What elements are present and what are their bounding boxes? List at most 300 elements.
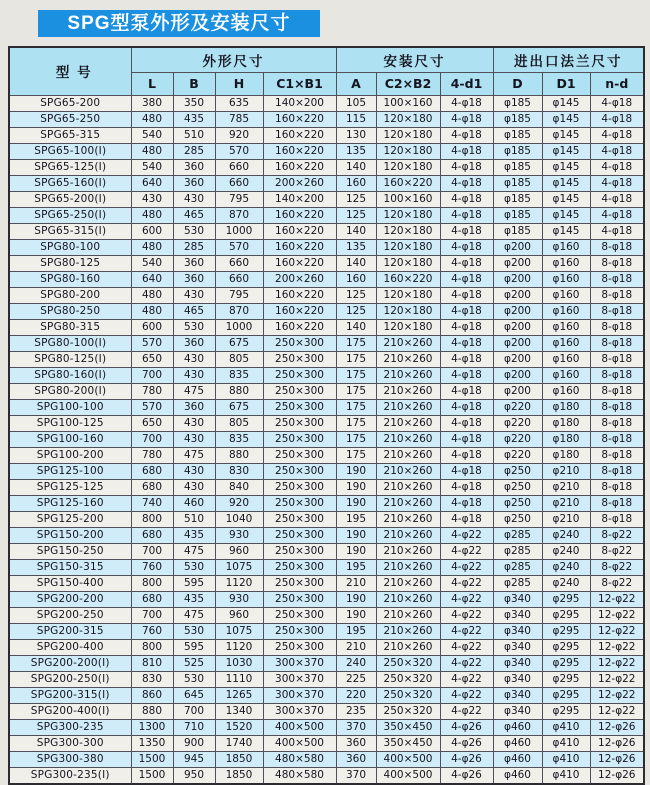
- value-cell: 660: [215, 175, 263, 191]
- value-cell: 1120: [215, 575, 263, 591]
- value-cell: 700: [131, 607, 173, 623]
- table-row: [9, 463, 644, 479]
- model-cell: SPG65-100(I): [9, 143, 131, 159]
- value-cell: 4-φ22: [440, 527, 493, 543]
- value-cell: 160: [336, 175, 376, 191]
- model-cell: SPG125-160: [9, 495, 131, 511]
- value-cell: 4-φ18: [440, 95, 493, 111]
- value-cell: 1850: [215, 751, 263, 767]
- value-cell: 140: [336, 223, 376, 239]
- value-cell: φ185: [493, 95, 542, 111]
- model-cell: SPG200-250(I): [9, 671, 131, 687]
- value-cell: φ160: [542, 319, 590, 335]
- value-cell: 210×260: [376, 447, 440, 463]
- value-cell: 210×260: [376, 335, 440, 351]
- table-row: [9, 447, 644, 463]
- value-cell: 8-φ18: [590, 495, 644, 511]
- model-cell: SPG80-200(I): [9, 383, 131, 399]
- value-cell: 1740: [215, 735, 263, 751]
- value-cell: 210×260: [376, 495, 440, 511]
- header-col-B: B: [173, 72, 215, 95]
- value-cell: 12-φ22: [590, 639, 644, 655]
- value-cell: φ200: [493, 271, 542, 287]
- model-cell: SPG80-315: [9, 319, 131, 335]
- model-cell: SPG80-125: [9, 255, 131, 271]
- value-cell: 1300: [131, 719, 173, 735]
- value-cell: 960: [215, 607, 263, 623]
- value-cell: 12-φ22: [590, 623, 644, 639]
- value-cell: φ295: [542, 591, 590, 607]
- value-cell: 160×220: [263, 207, 336, 223]
- value-cell: 595: [173, 575, 215, 591]
- value-cell: φ250: [493, 511, 542, 527]
- value-cell: 475: [173, 447, 215, 463]
- value-cell: 4-φ18: [440, 223, 493, 239]
- value-cell: 210×260: [376, 399, 440, 415]
- value-cell: 210×260: [376, 527, 440, 543]
- value-cell: φ410: [542, 751, 590, 767]
- header-col-H: H: [215, 72, 263, 95]
- table-row: [9, 271, 644, 287]
- value-cell: 635: [215, 95, 263, 111]
- table-row: [9, 735, 644, 751]
- value-cell: φ210: [542, 495, 590, 511]
- value-cell: 8-φ18: [590, 239, 644, 255]
- value-cell: 250×300: [263, 511, 336, 527]
- value-cell: 675: [215, 335, 263, 351]
- value-cell: 835: [215, 431, 263, 447]
- value-cell: φ145: [542, 223, 590, 239]
- value-cell: 1500: [131, 767, 173, 784]
- value-cell: 175: [336, 447, 376, 463]
- value-cell: 400×500: [263, 719, 336, 735]
- value-cell: 960: [215, 543, 263, 559]
- value-cell: φ180: [542, 399, 590, 415]
- value-cell: 1265: [215, 687, 263, 703]
- value-cell: 4-φ18: [440, 511, 493, 527]
- value-cell: 660: [215, 159, 263, 175]
- value-cell: φ340: [493, 671, 542, 687]
- table-row: [9, 143, 644, 159]
- value-cell: 4-φ18: [440, 399, 493, 415]
- value-cell: 810: [131, 655, 173, 671]
- value-cell: 570: [131, 399, 173, 415]
- value-cell: 945: [173, 751, 215, 767]
- value-cell: 4-φ18: [440, 191, 493, 207]
- value-cell: φ200: [493, 239, 542, 255]
- value-cell: 210×260: [376, 431, 440, 447]
- value-cell: 8-φ22: [590, 543, 644, 559]
- value-cell: 650: [131, 415, 173, 431]
- value-cell: 250×300: [263, 575, 336, 591]
- value-cell: 195: [336, 511, 376, 527]
- value-cell: 195: [336, 559, 376, 575]
- value-cell: φ460: [493, 767, 542, 784]
- value-cell: 540: [131, 159, 173, 175]
- value-cell: 8-φ18: [590, 399, 644, 415]
- value-cell: 250×300: [263, 479, 336, 495]
- value-cell: 160×220: [263, 159, 336, 175]
- value-cell: φ185: [493, 191, 542, 207]
- value-cell: φ200: [493, 319, 542, 335]
- value-cell: 370: [336, 719, 376, 735]
- table-row: [9, 95, 644, 111]
- value-cell: 8-φ18: [590, 367, 644, 383]
- value-cell: 920: [215, 127, 263, 143]
- value-cell: 4-φ26: [440, 751, 493, 767]
- value-cell: φ145: [542, 143, 590, 159]
- value-cell: 160×220: [263, 111, 336, 127]
- value-cell: 4-φ22: [440, 559, 493, 575]
- value-cell: 175: [336, 335, 376, 351]
- value-cell: 210×260: [376, 479, 440, 495]
- model-cell: SPG125-100: [9, 463, 131, 479]
- value-cell: φ145: [542, 95, 590, 111]
- value-cell: 645: [173, 687, 215, 703]
- value-cell: 210×260: [376, 463, 440, 479]
- value-cell: 175: [336, 351, 376, 367]
- value-cell: 135: [336, 239, 376, 255]
- value-cell: 360: [173, 255, 215, 271]
- value-cell: 805: [215, 351, 263, 367]
- value-cell: 380: [131, 95, 173, 111]
- value-cell: 200×260: [263, 175, 336, 191]
- value-cell: 4-φ22: [440, 543, 493, 559]
- value-cell: φ285: [493, 543, 542, 559]
- page-title: SPG型泵外形及安装尺寸: [38, 10, 320, 37]
- value-cell: 675: [215, 399, 263, 415]
- value-cell: φ240: [542, 575, 590, 591]
- value-cell: 190: [336, 527, 376, 543]
- value-cell: 210×260: [376, 639, 440, 655]
- pump-dimensions-table: [8, 46, 645, 785]
- model-cell: SPG150-400: [9, 575, 131, 591]
- value-cell: φ285: [493, 575, 542, 591]
- value-cell: 4-φ18: [440, 111, 493, 127]
- value-cell: 1075: [215, 559, 263, 575]
- value-cell: 250×300: [263, 367, 336, 383]
- value-cell: 220: [336, 687, 376, 703]
- value-cell: 200×260: [263, 271, 336, 287]
- value-cell: 4-φ18: [440, 319, 493, 335]
- value-cell: 800: [131, 639, 173, 655]
- table-row: [9, 255, 644, 271]
- value-cell: 250×300: [263, 399, 336, 415]
- model-cell: SPG150-200: [9, 527, 131, 543]
- value-cell: 225: [336, 671, 376, 687]
- value-cell: 190: [336, 463, 376, 479]
- model-cell: SPG150-250: [9, 543, 131, 559]
- value-cell: φ210: [542, 463, 590, 479]
- value-cell: 4-φ18: [440, 463, 493, 479]
- value-cell: 125: [336, 303, 376, 319]
- value-cell: φ220: [493, 415, 542, 431]
- value-cell: 660: [215, 255, 263, 271]
- value-cell: 430: [173, 415, 215, 431]
- table-row: [9, 687, 644, 703]
- value-cell: φ200: [493, 255, 542, 271]
- value-cell: φ160: [542, 255, 590, 271]
- value-cell: 435: [173, 111, 215, 127]
- value-cell: 930: [215, 591, 263, 607]
- model-cell: SPG80-160(I): [9, 367, 131, 383]
- value-cell: 300×370: [263, 703, 336, 719]
- value-cell: 4-φ18: [440, 207, 493, 223]
- value-cell: 430: [173, 287, 215, 303]
- table-row: [9, 527, 644, 543]
- value-cell: 430: [173, 191, 215, 207]
- value-cell: φ160: [542, 351, 590, 367]
- value-cell: 350×450: [376, 735, 440, 751]
- value-cell: φ340: [493, 703, 542, 719]
- value-cell: φ340: [493, 607, 542, 623]
- value-cell: 250×300: [263, 431, 336, 447]
- value-cell: 160×220: [263, 127, 336, 143]
- value-cell: 700: [131, 431, 173, 447]
- value-cell: 800: [131, 575, 173, 591]
- value-cell: 475: [173, 607, 215, 623]
- value-cell: 190: [336, 479, 376, 495]
- model-cell: SPG125-125: [9, 479, 131, 495]
- value-cell: 235: [336, 703, 376, 719]
- header-col-C2xB2: C2×B2: [376, 72, 440, 95]
- value-cell: 160×220: [376, 175, 440, 191]
- model-cell: SPG200-315(I): [9, 687, 131, 703]
- value-cell: φ180: [542, 431, 590, 447]
- value-cell: 480: [131, 239, 173, 255]
- value-cell: 840: [215, 479, 263, 495]
- table-row: [9, 223, 644, 239]
- value-cell: 870: [215, 303, 263, 319]
- value-cell: φ250: [493, 479, 542, 495]
- value-cell: 595: [173, 639, 215, 655]
- model-cell: SPG200-200: [9, 591, 131, 607]
- value-cell: 570: [131, 335, 173, 351]
- value-cell: 210×260: [376, 511, 440, 527]
- value-cell: φ200: [493, 287, 542, 303]
- value-cell: 950: [173, 767, 215, 784]
- value-cell: φ180: [542, 447, 590, 463]
- value-cell: 530: [173, 559, 215, 575]
- value-cell: 160×220: [263, 303, 336, 319]
- model-cell: SPG300-300: [9, 735, 131, 751]
- header-col-D: D: [493, 72, 542, 95]
- value-cell: 800: [131, 511, 173, 527]
- value-cell: φ160: [542, 367, 590, 383]
- value-cell: 4-φ18: [440, 303, 493, 319]
- value-cell: 175: [336, 431, 376, 447]
- value-cell: 525: [173, 655, 215, 671]
- value-cell: φ460: [493, 735, 542, 751]
- value-cell: 250×300: [263, 495, 336, 511]
- value-cell: 480×580: [263, 767, 336, 784]
- model-cell: SPG65-315: [9, 127, 131, 143]
- value-cell: φ145: [542, 207, 590, 223]
- model-cell: SPG80-125(I): [9, 351, 131, 367]
- value-cell: 4-φ18: [590, 191, 644, 207]
- table-row: [9, 591, 644, 607]
- model-cell: SPG65-200(I): [9, 191, 131, 207]
- table-row: [9, 159, 644, 175]
- value-cell: 190: [336, 543, 376, 559]
- header-group-outline-dimensions: 外形尺寸: [131, 47, 336, 72]
- value-cell: 160×220: [263, 239, 336, 255]
- header-col-D1: D1: [542, 72, 590, 95]
- value-cell: 4-φ18: [440, 143, 493, 159]
- table-row: [9, 575, 644, 591]
- value-cell: 210×260: [376, 575, 440, 591]
- value-cell: 115: [336, 111, 376, 127]
- table-row: [9, 367, 644, 383]
- header-col-A: A: [336, 72, 376, 95]
- value-cell: 8-φ22: [590, 559, 644, 575]
- value-cell: 12-φ26: [590, 735, 644, 751]
- value-cell: 640: [131, 175, 173, 191]
- value-cell: 300×370: [263, 655, 336, 671]
- table-row: [9, 175, 644, 191]
- value-cell: 880: [131, 703, 173, 719]
- value-cell: 100×160: [376, 95, 440, 111]
- value-cell: 540: [131, 127, 173, 143]
- value-cell: 12-φ22: [590, 687, 644, 703]
- value-cell: φ410: [542, 719, 590, 735]
- model-cell: SPG300-235(I): [9, 767, 131, 784]
- model-cell: SPG80-250: [9, 303, 131, 319]
- value-cell: 600: [131, 319, 173, 335]
- value-cell: φ185: [493, 127, 542, 143]
- table-row: [9, 559, 644, 575]
- value-cell: 250×300: [263, 559, 336, 575]
- value-cell: 8-φ18: [590, 319, 644, 335]
- table-row: [9, 703, 644, 719]
- value-cell: 680: [131, 463, 173, 479]
- value-cell: 120×180: [376, 319, 440, 335]
- value-cell: 160×220: [263, 143, 336, 159]
- value-cell: 175: [336, 383, 376, 399]
- value-cell: 480: [131, 207, 173, 223]
- value-cell: 160×220: [263, 255, 336, 271]
- value-cell: φ180: [542, 415, 590, 431]
- value-cell: φ240: [542, 543, 590, 559]
- value-cell: 12-φ22: [590, 671, 644, 687]
- value-cell: 4-φ18: [440, 383, 493, 399]
- value-cell: 475: [173, 383, 215, 399]
- value-cell: 4-φ18: [440, 159, 493, 175]
- value-cell: φ160: [542, 303, 590, 319]
- value-cell: 240: [336, 655, 376, 671]
- value-cell: 300×370: [263, 671, 336, 687]
- value-cell: 8-φ18: [590, 287, 644, 303]
- value-cell: 460: [173, 495, 215, 511]
- value-cell: φ250: [493, 463, 542, 479]
- model-cell: SPG200-250: [9, 607, 131, 623]
- value-cell: 600: [131, 223, 173, 239]
- value-cell: 4-φ18: [440, 351, 493, 367]
- value-cell: 430: [173, 463, 215, 479]
- value-cell: φ185: [493, 207, 542, 223]
- value-cell: φ145: [542, 111, 590, 127]
- value-cell: 360: [173, 271, 215, 287]
- value-cell: 8-φ18: [590, 335, 644, 351]
- value-cell: 160×220: [263, 223, 336, 239]
- value-cell: φ285: [493, 527, 542, 543]
- value-cell: 210×260: [376, 367, 440, 383]
- table-row: [9, 239, 644, 255]
- value-cell: 1000: [215, 319, 263, 335]
- value-cell: 360: [336, 735, 376, 751]
- value-cell: 475: [173, 543, 215, 559]
- table-row: [9, 191, 644, 207]
- value-cell: 4-φ18: [590, 111, 644, 127]
- table-row: [9, 431, 644, 447]
- value-cell: 530: [173, 623, 215, 639]
- value-cell: 120×180: [376, 255, 440, 271]
- value-cell: 830: [131, 671, 173, 687]
- value-cell: 785: [215, 111, 263, 127]
- model-cell: SPG65-250(I): [9, 207, 131, 223]
- model-cell: SPG100-200: [9, 447, 131, 463]
- value-cell: φ340: [493, 591, 542, 607]
- value-cell: 680: [131, 591, 173, 607]
- value-cell: 250×320: [376, 703, 440, 719]
- value-cell: φ210: [542, 511, 590, 527]
- value-cell: φ160: [542, 335, 590, 351]
- model-cell: SPG200-400(I): [9, 703, 131, 719]
- value-cell: 250×320: [376, 687, 440, 703]
- value-cell: φ460: [493, 719, 542, 735]
- value-cell: 250×300: [263, 527, 336, 543]
- value-cell: 700: [131, 367, 173, 383]
- value-cell: 430: [173, 367, 215, 383]
- value-cell: 430: [173, 479, 215, 495]
- value-cell: φ200: [493, 367, 542, 383]
- value-cell: 570: [215, 239, 263, 255]
- table-row: [9, 751, 644, 767]
- value-cell: 8-φ18: [590, 463, 644, 479]
- value-cell: φ220: [493, 431, 542, 447]
- value-cell: 210×260: [376, 623, 440, 639]
- value-cell: 12-φ22: [590, 703, 644, 719]
- value-cell: φ240: [542, 559, 590, 575]
- value-cell: 835: [215, 367, 263, 383]
- value-cell: 650: [131, 351, 173, 367]
- value-cell: 4-φ18: [590, 95, 644, 111]
- value-cell: 4-φ22: [440, 639, 493, 655]
- value-cell: 4-φ18: [440, 367, 493, 383]
- value-cell: 8-φ18: [590, 383, 644, 399]
- value-cell: 680: [131, 527, 173, 543]
- value-cell: 8-φ18: [590, 351, 644, 367]
- value-cell: 465: [173, 303, 215, 319]
- value-cell: 680: [131, 479, 173, 495]
- value-cell: 795: [215, 191, 263, 207]
- value-cell: 1850: [215, 767, 263, 784]
- model-cell: SPG80-100: [9, 239, 131, 255]
- value-cell: 140: [336, 255, 376, 271]
- value-cell: 1500: [131, 751, 173, 767]
- value-cell: 1075: [215, 623, 263, 639]
- table-row: [9, 639, 644, 655]
- model-cell: SPG200-315: [9, 623, 131, 639]
- model-cell: SPG100-100: [9, 399, 131, 415]
- value-cell: 530: [173, 671, 215, 687]
- value-cell: 12-φ22: [590, 607, 644, 623]
- value-cell: 1520: [215, 719, 263, 735]
- value-cell: 4-φ18: [440, 479, 493, 495]
- header-col-4-d1: 4-d1: [440, 72, 493, 95]
- table-row: [9, 303, 644, 319]
- value-cell: 12-φ26: [590, 719, 644, 735]
